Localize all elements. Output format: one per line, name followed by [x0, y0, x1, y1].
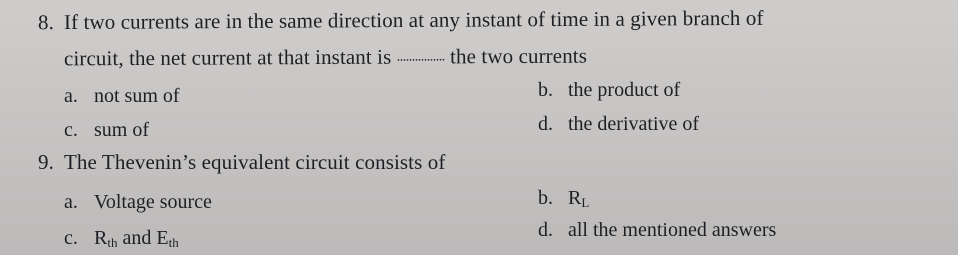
conjunction: and	[122, 227, 152, 249]
option-label: c.	[64, 227, 78, 249]
option-label: a.	[64, 191, 78, 213]
answer-blank: ................	[396, 49, 445, 65]
option-text: the product of	[568, 79, 681, 101]
question-9-option-d	[538, 218, 776, 242]
question-8-text-line-2-end: the two currents	[450, 43, 588, 69]
resistance-subscript: L	[581, 195, 590, 210]
option-text: Voltage source	[94, 191, 212, 213]
question-8-option-d	[538, 112, 699, 136]
question-8-text-line-1: If two currents are in the same direction at any instant of time in a given branch of	[63, 5, 764, 35]
option-label: d.	[538, 113, 553, 135]
option-label: c.	[64, 119, 78, 141]
question-9-option-b	[538, 186, 589, 210]
question-9-text: The Thevenin’s equivalent circuit consists of	[64, 150, 446, 174]
resistance-symbol: R	[94, 227, 108, 249]
resistance-symbol: R	[568, 187, 582, 209]
option-text: the derivative of	[568, 113, 700, 135]
resistance-subscript: th	[107, 235, 118, 250]
option-label: b.	[538, 187, 553, 209]
question-8-option-b	[538, 78, 680, 102]
question-8-option-a	[64, 84, 180, 108]
question-8-number: 8.	[37, 10, 55, 35]
emf-subscript: th	[168, 235, 179, 250]
option-label: a.	[64, 85, 78, 107]
option-text: all the mentioned answers	[568, 219, 777, 241]
question-9-option-a	[64, 190, 212, 214]
option-label: b.	[538, 79, 553, 101]
question-8-line-2	[64, 44, 587, 72]
question-8-option-c	[64, 118, 149, 142]
option-text: not sum of	[94, 85, 180, 107]
question-8-text-line-2-start: circuit, the net current at that instant is	[63, 44, 392, 71]
option-label: d.	[538, 219, 553, 241]
question-8-line-1	[38, 6, 764, 34]
emf-symbol: E	[156, 227, 169, 249]
option-text: sum of	[94, 119, 149, 141]
question-9-line-1	[38, 150, 445, 174]
question-9-number: 9.	[38, 150, 54, 174]
question-9-option-c	[64, 226, 179, 250]
